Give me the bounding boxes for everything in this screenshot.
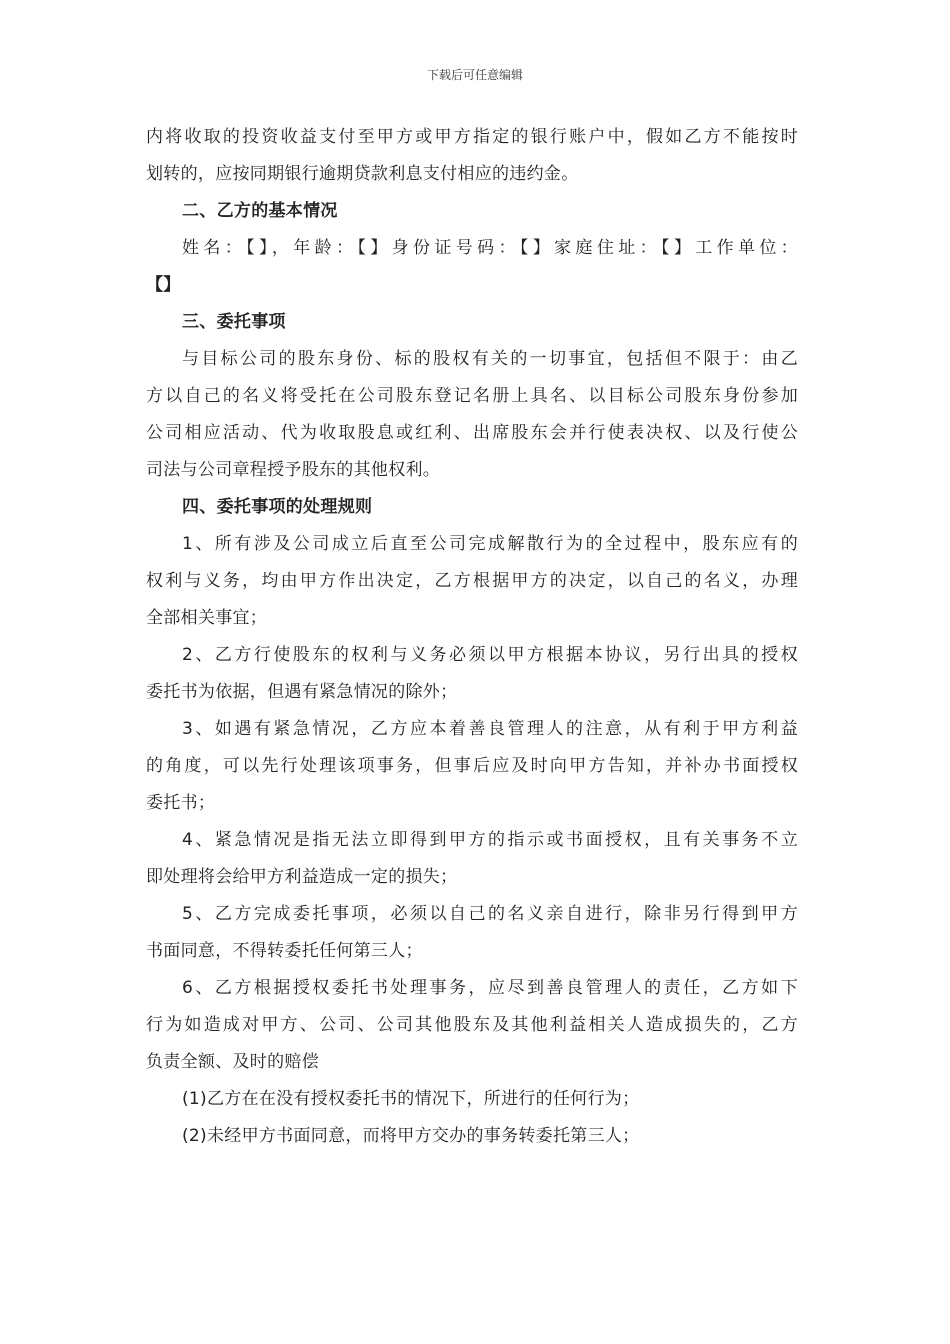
paragraph-line: (1)乙方在在没有授权委托书的情况下，所进行的任何行为； [182, 1089, 640, 1109]
paragraph-line: 姓名：【】，年龄：【】身份证号码：【】家庭住址：【】工作单位： [182, 238, 798, 258]
paragraph-line: 2、乙方行使股东的权利与义务必须以甲方根据本协议，另行出具的授权 [182, 645, 798, 665]
paragraph-line: 司法与公司章程授予股东的其他权利。 [146, 460, 441, 480]
paragraph-line: 行为如造成对甲方、公司、公司其他股东及其他利益相关人造成损失的，乙方 [146, 1015, 798, 1035]
page-header: 下载后可任意编辑 [426, 68, 523, 82]
paragraph-line: 权利与义务，均由甲方作出决定，乙方根据甲方的决定，以自己的名义，办理 [146, 571, 798, 591]
paragraph-line: 1、所有涉及公司成立后直至公司完成解散行为的全过程中，股东应有的 [182, 534, 798, 554]
paragraph-line: 公司相应活动、代为收取股息或红利、出席股东会并行使表决权、以及行使公 [146, 423, 798, 443]
paragraph-line: 委托书为依据，但遇有紧急情况的除外； [146, 682, 458, 702]
section-heading-line: 四、委托事项的处理规则 [182, 497, 373, 517]
paragraph-line: 书面同意，不得转委托任何第三人； [146, 941, 423, 961]
paragraph-line: 与目标公司的股东身份、标的股权有关的一切事宜，包括但不限于：由乙 [182, 349, 798, 369]
document-body [146, 119, 798, 1155]
paragraph-line: 即处理将会给甲方利益造成一定的损失； [146, 867, 458, 887]
paragraph-line: 3、如遇有紧急情况，乙方应本着善良管理人的注意，从有利于甲方利益 [182, 719, 798, 739]
section-heading-line: 三、委托事项 [182, 312, 286, 332]
paragraph-line: 内将收取的投资收益支付至甲方或甲方指定的银行账户中，假如乙方不能按时 [146, 127, 798, 147]
paragraph-line: 委托书； [146, 793, 216, 813]
paragraph-line: 方以自己的名义将受托在公司股东登记名册上具名、以目标公司股东身份参加 [146, 386, 798, 406]
section-heading-line: 【】 [146, 275, 181, 295]
paragraph-line: 划转的，应按同期银行逾期贷款利息支付相应的违约金。 [146, 164, 579, 184]
paragraph-line: 4、紧急情况是指无法立即得到甲方的指示或书面授权，且有关事务不立 [182, 830, 798, 850]
paragraph-line: (2)未经甲方书面同意，而将甲方交办的事务转委托第三人； [182, 1126, 640, 1146]
paragraph-line: 5、乙方完成委托事项，必须以自己的名义亲自进行，除非另行得到甲方 [182, 904, 798, 924]
paragraph-line: 负责全额、及时的赔偿 [146, 1052, 319, 1072]
section-heading-line: 二、乙方的基本情况 [182, 201, 338, 221]
paragraph-line: 全部相关事宜； [146, 608, 268, 628]
paragraph-line: 的角度，可以先行处理该项事务，但事后应及时向甲方告知，并补办书面授权 [146, 756, 798, 776]
paragraph-line: 6、乙方根据授权委托书处理事务，应尽到善良管理人的责任，乙方如下 [182, 978, 798, 998]
